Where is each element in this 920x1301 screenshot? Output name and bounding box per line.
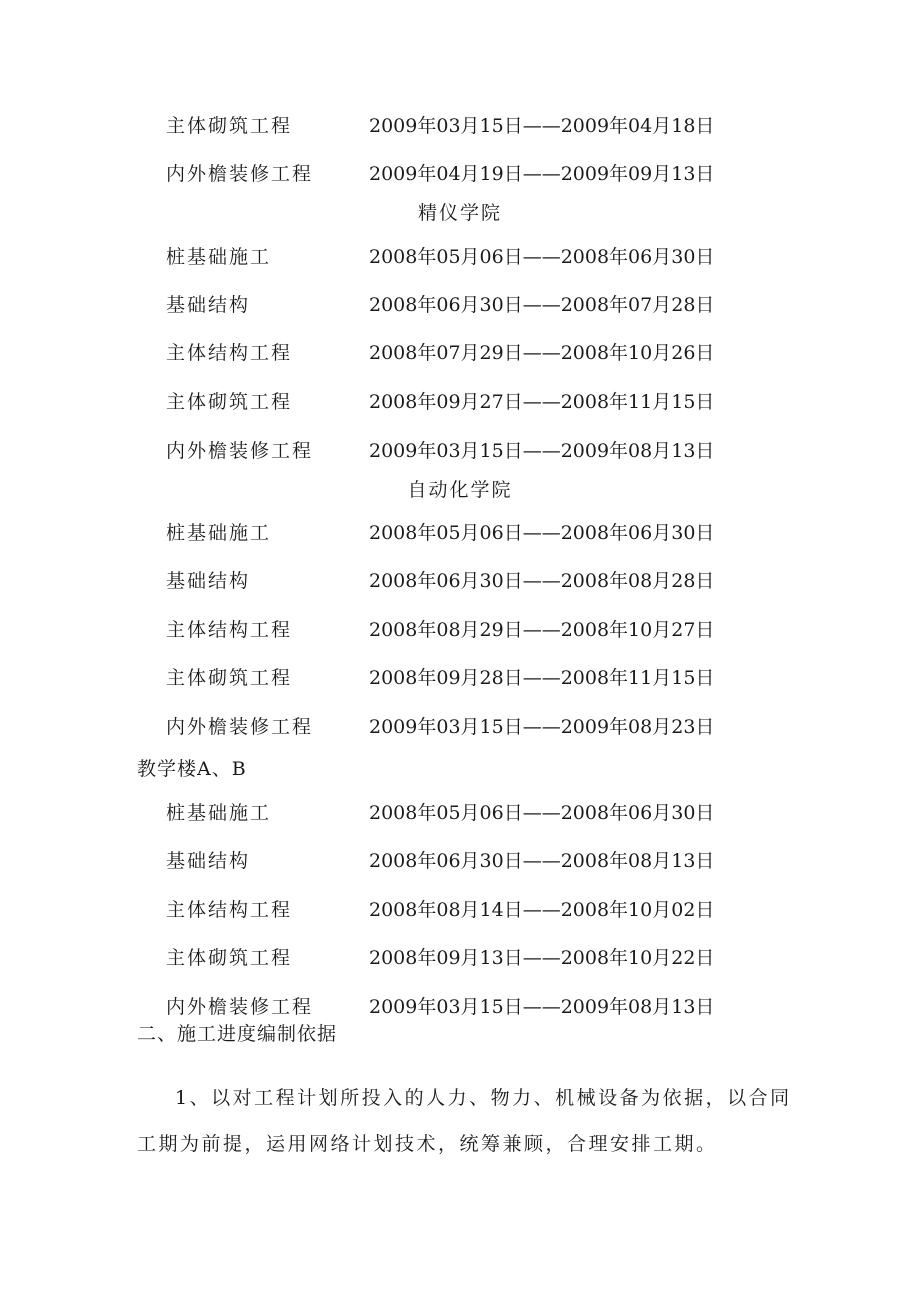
- section-subheading: [0, 475, 920, 505]
- date-range: 2008年09月27日——2008年11月15日: [369, 391, 715, 413]
- task-name: 主体砌筑工程: [166, 667, 293, 689]
- schedule-row: [0, 290, 920, 320]
- schedule-row: [0, 846, 920, 876]
- date-range: 2009年03月15日——2009年08月13日: [369, 440, 715, 462]
- section-subheading: [0, 754, 920, 784]
- schedule-row: [0, 338, 920, 368]
- date-range: 2008年06月30日——2008年08月13日: [369, 850, 715, 872]
- schedule-row: [0, 566, 920, 596]
- task-name: 内外檐装修工程: [166, 996, 314, 1018]
- section-subheading: [0, 198, 920, 228]
- date-range: 2009年03月15日——2009年04月18日: [369, 115, 715, 137]
- schedule-row: [0, 111, 920, 141]
- body-paragraph: 1、以对工程计划所投入的人力、物力、机械设备为依据，以合同工期为前提，运用网络计划技术，统筹兼顾，合理安排工期。: [137, 1087, 792, 1155]
- task-name: 基础结构: [166, 294, 251, 316]
- task-name: 主体结构工程: [166, 342, 293, 364]
- date-range: 2008年07月29日——2008年10月26日: [369, 342, 715, 364]
- date-range: 2008年09月13日——2008年10月22日: [369, 947, 715, 969]
- task-name: 主体砌筑工程: [166, 947, 293, 969]
- date-range: 2008年05月06日——2008年06月30日: [369, 802, 715, 824]
- task-name: 内外檐装修工程: [166, 163, 314, 185]
- task-name: 主体砌筑工程: [166, 115, 293, 137]
- section-heading: [0, 1019, 920, 1049]
- schedule-row: [0, 712, 920, 742]
- schedule-row: [0, 615, 920, 645]
- building-heading: 自动化学院: [407, 479, 513, 501]
- date-range: 2008年08月29日——2008年10月27日: [369, 619, 715, 641]
- task-name: 基础结构: [166, 570, 251, 592]
- section-title: 二、施工进度编制依据: [137, 1023, 338, 1045]
- building-heading: 精仪学院: [417, 202, 502, 224]
- schedule-row: [0, 663, 920, 693]
- schedule-row: [0, 943, 920, 973]
- date-range: 2009年03月15日——2009年08月13日: [369, 996, 715, 1018]
- task-name: 内外檐装修工程: [166, 716, 314, 738]
- date-range: 2008年06月30日——2008年08月28日: [369, 570, 715, 592]
- building-heading: 教学楼A、B: [137, 758, 247, 780]
- date-range: 2008年08月14日——2008年10月02日: [369, 899, 715, 921]
- task-name: 桩基础施工: [166, 802, 272, 824]
- task-name: 内外檐装修工程: [166, 440, 314, 462]
- task-name: 基础结构: [166, 850, 251, 872]
- date-range: 2009年03月15日——2009年08月23日: [369, 716, 715, 738]
- schedule-row: [0, 798, 920, 828]
- schedule-row: [0, 992, 920, 1022]
- schedule-row: [0, 518, 920, 548]
- date-range: 2008年09月28日——2008年11月15日: [369, 667, 715, 689]
- date-range: 2008年06月30日——2008年07月28日: [369, 294, 715, 316]
- schedule-row: [0, 436, 920, 466]
- date-range: 2008年05月06日——2008年06月30日: [369, 522, 715, 544]
- task-name: 主体砌筑工程: [166, 391, 293, 413]
- task-name: 主体结构工程: [166, 619, 293, 641]
- date-range: 2008年05月06日——2008年06月30日: [369, 246, 715, 268]
- schedule-row: [0, 387, 920, 417]
- schedule-row: [0, 159, 920, 189]
- schedule-row: [0, 242, 920, 272]
- task-name: 主体结构工程: [166, 899, 293, 921]
- schedule-row: [0, 895, 920, 925]
- date-range: 2009年04月19日——2009年09月13日: [369, 163, 715, 185]
- task-name: 桩基础施工: [166, 522, 272, 544]
- task-name: 桩基础施工: [166, 246, 272, 268]
